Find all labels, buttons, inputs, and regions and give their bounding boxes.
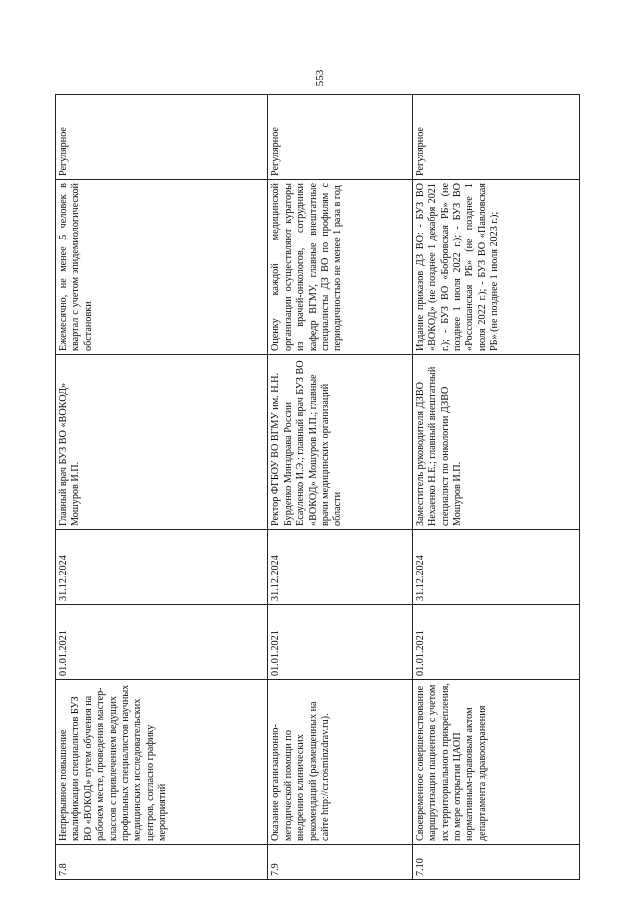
end-date-cell: 31.12.2024: [412, 530, 579, 605]
start-date-cell: 01.01.2021: [56, 605, 268, 680]
character-cell: Регулярное: [268, 95, 413, 180]
result-cell: Оценку каждой медицинской организации осуществляют кураторы из врачей-онкологов, сотрудники кафедр ВГМУ, главные внештатные специалисты ДЗ ВО по профилям с периодичностью не менее 1 раза в год: [268, 180, 413, 355]
result-cell: Издание приказов ДЗ ВО: - БУЗ ВО «ВОКОД» (не позднее 1 декабря 2021 г.); - БУЗ ВО «Бобровская РБ» (не позднее 1 июля 2022 г.); - БУЗ ВО «Россошанская РБ» (не позднее 1 июля 2022 г.); - БУЗ ВО «Павловская РБ» (не позднее 1 июля 2023 г.);: [412, 180, 579, 355]
table-row: [268, 95, 413, 880]
end-date-cell: 31.12.2024: [268, 530, 413, 605]
start-date-cell: 01.01.2021: [268, 605, 413, 680]
event-cell: Своевременное совершенствование маршрутизации пациентов с учетом их территориального прикрепления, по мере открытия ЦАОП нормативным-правовым актом департамента здравоохранения: [412, 680, 579, 845]
row-number: 7.8: [56, 845, 268, 880]
table-row: [412, 95, 579, 880]
table-row: [56, 95, 268, 880]
event-cell: Оказание организационно-методической помощи по внедрению клинических рекомендаций (размещенных на сайте http://cr.rosminzdrav.ru).: [268, 680, 413, 845]
result-cell: Ежемесячно, не менее 5 человек в квартал с учетом эпидемиологической обстановки: [56, 180, 268, 355]
responsible-cell: Ректор ФГБОУ ВО ВГМУ им. Н.Н. Бурденко Минздрава России Есауленко И.Э.; главный врач БУЗ ВО «ВОКОД» Мошуров И.П.; главные врачи медицинских организаций области: [268, 355, 413, 530]
responsible-cell: Главный врач БУЗ ВО «ВОКОД» Мошуров И.П.: [56, 355, 268, 530]
character-cell: Регулярное: [56, 95, 268, 180]
responsible-cell: Заместитель руководителя ДЗВО Нехаенко Н.Е.; главный внештатный специалист по онкологии ДЗВО Мошуров И.П.: [412, 355, 579, 530]
character-cell: Регулярное: [412, 95, 579, 180]
start-date-cell: 01.01.2021: [412, 605, 579, 680]
row-number: 7.10: [412, 845, 579, 880]
plan-table: [55, 94, 580, 880]
rotated-page: [55, 95, 580, 880]
page-number: 553: [314, 69, 326, 87]
row-number: 7.9: [268, 845, 413, 880]
end-date-cell: 31.12.2024: [56, 530, 268, 605]
event-cell: Непрерывное повышение квалификации специалистов БУЗ ВО «ВОКОД» путем обучения на рабочем месте, проведения мастер-классов с привлечением ведущих профильных специалистов научных медицинских исследовательских центров, согласно графику мероприятий: [56, 680, 268, 845]
